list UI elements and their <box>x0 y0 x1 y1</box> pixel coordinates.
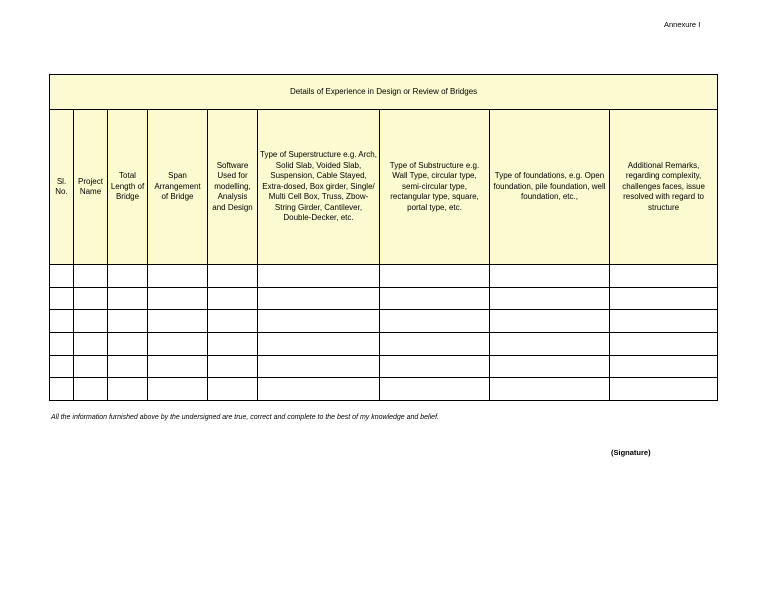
table-cell[interactable] <box>74 355 108 378</box>
table-cell[interactable] <box>50 355 74 378</box>
table-cell[interactable] <box>74 310 108 333</box>
table-cell[interactable] <box>108 355 148 378</box>
table-cell[interactable] <box>208 287 258 310</box>
table-cell[interactable] <box>208 332 258 355</box>
table-row <box>50 287 718 310</box>
table-cell[interactable] <box>74 287 108 310</box>
header-total-length: Total Length of Bridge <box>108 110 148 265</box>
table-cell[interactable] <box>74 265 108 288</box>
table-title: Details of Experience in Design or Review of Bridges <box>50 75 718 110</box>
table-cell[interactable] <box>108 287 148 310</box>
table-cell[interactable] <box>108 310 148 333</box>
table-cell[interactable] <box>380 355 490 378</box>
table-cell[interactable] <box>490 287 610 310</box>
table-cell[interactable] <box>258 355 380 378</box>
table-row <box>50 265 718 288</box>
signature-label: (Signature) <box>611 448 651 457</box>
table-cell[interactable] <box>208 265 258 288</box>
table-cell[interactable] <box>148 310 208 333</box>
header-span-arrangement: Span Arrangement of Bridge <box>148 110 208 265</box>
table-cell[interactable] <box>148 287 208 310</box>
header-software: Software Used for modelling, Analysis and Design <box>208 110 258 265</box>
table-cell[interactable] <box>50 265 74 288</box>
annexure-label: Annexure I <box>664 20 701 29</box>
table-cell[interactable] <box>380 310 490 333</box>
table-row <box>50 378 718 401</box>
table-cell[interactable] <box>380 378 490 401</box>
table-cell[interactable] <box>50 378 74 401</box>
table-cell[interactable] <box>258 332 380 355</box>
table-cell[interactable] <box>258 287 380 310</box>
table-cell[interactable] <box>108 332 148 355</box>
table-row <box>50 332 718 355</box>
table-cell[interactable] <box>610 378 718 401</box>
table-cell[interactable] <box>74 332 108 355</box>
table-cell[interactable] <box>208 355 258 378</box>
table-cell[interactable] <box>258 310 380 333</box>
table-cell[interactable] <box>610 265 718 288</box>
table-cell[interactable] <box>108 378 148 401</box>
table-cell[interactable] <box>208 378 258 401</box>
header-project-name: Project Name <box>74 110 108 265</box>
header-remarks: Additional Remarks, regarding complexity, challenges faces, issue resolved with regard to structure <box>610 110 718 265</box>
table-cell[interactable] <box>148 265 208 288</box>
table-cell[interactable] <box>258 265 380 288</box>
table-cell[interactable] <box>380 287 490 310</box>
experience-table <box>49 74 718 401</box>
table-cell[interactable] <box>490 378 610 401</box>
header-substructure: Type of Substructure e.g. Wall Type, circular type, semi-circular type, rectangular type, square, portal type, etc. <box>380 110 490 265</box>
table-cell[interactable] <box>258 378 380 401</box>
header-superstructure: Type of Superstructure e.g. Arch, Solid Slab, Voided Slab, Suspension, Cable Stayed, Extra-dosed, Box girder, Single/ Multi Cell Box, Truss, Zbow-String Girder, Cantilever, Double-Decker, etc. <box>258 110 380 265</box>
table-cell[interactable] <box>490 265 610 288</box>
table-cell[interactable] <box>148 332 208 355</box>
table-cell[interactable] <box>490 355 610 378</box>
table-cell[interactable] <box>50 332 74 355</box>
table-cell[interactable] <box>610 310 718 333</box>
table-cell[interactable] <box>610 332 718 355</box>
table-cell[interactable] <box>490 332 610 355</box>
table-cell[interactable] <box>490 310 610 333</box>
table-cell[interactable] <box>208 310 258 333</box>
table-cell[interactable] <box>50 287 74 310</box>
header-sl-no: Sl. No. <box>50 110 74 265</box>
header-foundations: Type of foundations, e.g. Open foundation, pile foundation, well foundation, etc., <box>490 110 610 265</box>
table-cell[interactable] <box>50 310 74 333</box>
table-row <box>50 310 718 333</box>
table-cell[interactable] <box>610 355 718 378</box>
table-cell[interactable] <box>148 355 208 378</box>
table-cell[interactable] <box>108 265 148 288</box>
table-cell[interactable] <box>148 378 208 401</box>
table-cell[interactable] <box>380 265 490 288</box>
declaration-text: All the information furnished above by the undersigned are true, correct and complete to the best of my knowledge and belief. <box>51 414 439 421</box>
table-cell[interactable] <box>380 332 490 355</box>
table-cell[interactable] <box>610 287 718 310</box>
table-cell[interactable] <box>74 378 108 401</box>
table-row <box>50 355 718 378</box>
